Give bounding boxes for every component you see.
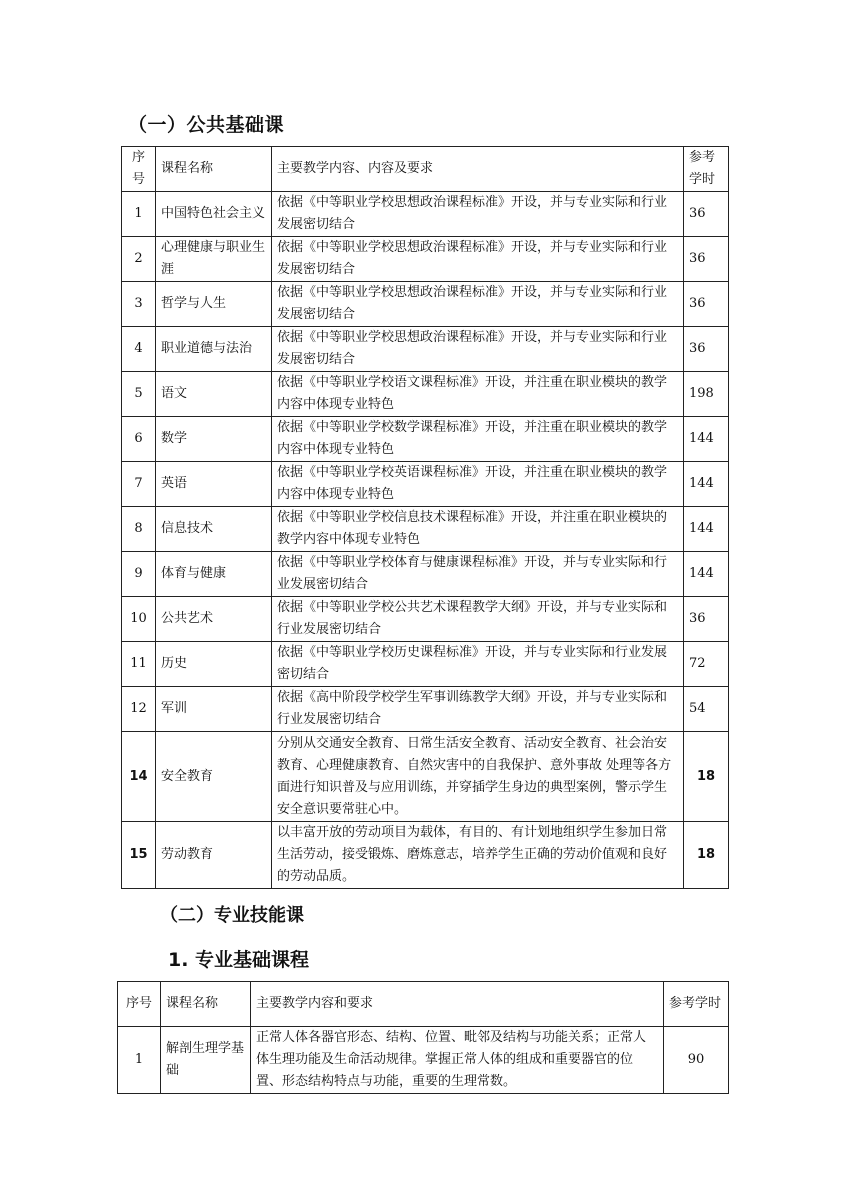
table-row: [122, 462, 729, 507]
cell-content: 依据《高中阶段学校学生军事训练教学大纲》开设，并与专业实际和行业发展密切结合: [272, 687, 684, 732]
cell-course-name: 解剖生理学基础: [161, 1027, 251, 1094]
cell-no: 5: [122, 372, 156, 417]
cell-hours: 36: [684, 192, 729, 237]
cell-no: 7: [122, 462, 156, 507]
cell-hours: 54: [684, 687, 729, 732]
cell-course-name: 职业道德与法治: [156, 327, 272, 372]
cell-hours: 72: [684, 642, 729, 687]
cell-no: 11: [122, 642, 156, 687]
header-no: 序号: [122, 147, 156, 192]
section-title-professional-basics: 1. 专业基础课程: [168, 949, 310, 971]
table-header-row: [122, 147, 729, 192]
header-no: 序号: [118, 982, 161, 1027]
cell-content: 依据《中等职业学校数学课程标准》开设，并注重在职业模块的教学内容中体现专业特色: [272, 417, 684, 462]
table-row: [122, 732, 729, 822]
header-content: 主要教学内容、内容及要求: [272, 147, 684, 192]
table-row: [122, 237, 729, 282]
cell-hours: 144: [684, 462, 729, 507]
header-course-name: 课程名称: [156, 147, 272, 192]
table-row: [122, 507, 729, 552]
table-row: [122, 417, 729, 462]
cell-no: 15: [122, 822, 156, 889]
cell-no: 6: [122, 417, 156, 462]
table-header-row: [118, 982, 729, 1027]
cell-course-name: 语文: [156, 372, 272, 417]
cell-no: 10: [122, 597, 156, 642]
cell-course-name: 信息技术: [156, 507, 272, 552]
table-row: [122, 597, 729, 642]
cell-no: 14: [122, 732, 156, 822]
cell-content: 依据《中等职业学校历史课程标准》开设，并与专业实际和行业发展密切结合: [272, 642, 684, 687]
cell-hours: 36: [684, 597, 729, 642]
cell-course-name: 英语: [156, 462, 272, 507]
cell-hours: 36: [684, 237, 729, 282]
cell-hours: 36: [684, 282, 729, 327]
cell-no: 1: [122, 192, 156, 237]
cell-course-name: 历史: [156, 642, 272, 687]
cell-content: 分别从交通安全教育、日常生活安全教育、活动安全教育、社会治安教育、心理健康教育、自然灾害中的自我保护、意外事故 处理等各方面进行知识普及与应用训练，并穿插学生身边的典型案例，警示学生安全意识要常驻心中。: [272, 732, 684, 822]
cell-no: 3: [122, 282, 156, 327]
table-row: [122, 642, 729, 687]
cell-hours: 144: [684, 417, 729, 462]
table-row: [122, 372, 729, 417]
table-row: [122, 687, 729, 732]
section-title-professional-skills: （二）专业技能课: [160, 905, 304, 926]
table-row: [122, 552, 729, 597]
cell-course-name: 劳动教育: [156, 822, 272, 889]
cell-content: 依据《中等职业学校思想政治课程标准》开设，并与专业实际和行业发展密切结合: [272, 237, 684, 282]
cell-content: 依据《中等职业学校体育与健康课程标准》开设，并与专业实际和行业发展密切结合: [272, 552, 684, 597]
table-row: [122, 327, 729, 372]
cell-no: 8: [122, 507, 156, 552]
cell-content: 依据《中等职业学校思想政治课程标准》开设，并与专业实际和行业发展密切结合: [272, 327, 684, 372]
cell-content: 正常人体各器官形态、结构、位置、毗邻及结构与功能关系；正常人体生理功能及生命活动规律。掌握正常人体的组成和重要器官的位置、形态结构特点与功能，重要的生理常数。: [251, 1027, 664, 1094]
professional-basics-table: [117, 981, 729, 1094]
cell-no: 1: [118, 1027, 161, 1094]
cell-course-name: 心理健康与职业生涯: [156, 237, 272, 282]
header-hours: 参考学时: [664, 982, 729, 1027]
cell-content: 依据《中等职业学校思想政治课程标准》开设，并与专业实际和行业发展密切结合: [272, 192, 684, 237]
cell-content: 依据《中等职业学校信息技术课程标准》开设，并注重在职业模块的教学内容中体现专业特色: [272, 507, 684, 552]
cell-hours: 144: [684, 507, 729, 552]
cell-hours: 36: [684, 327, 729, 372]
section-title-public-courses: （一）公共基础课: [128, 114, 285, 136]
header-content: 主要教学内容和要求: [251, 982, 664, 1027]
cell-course-name: 公共艺术: [156, 597, 272, 642]
cell-course-name: 军训: [156, 687, 272, 732]
cell-content: 以丰富开放的劳动项目为载体，有目的、有计划地组织学生参加日常生活劳动，接受锻炼、磨炼意志，培养学生正确的劳动价值观和良好的劳动品质。: [272, 822, 684, 889]
cell-course-name: 体育与健康: [156, 552, 272, 597]
cell-hours: 198: [684, 372, 729, 417]
table-row: [122, 282, 729, 327]
header-course-name: 课程名称: [161, 982, 251, 1027]
cell-course-name: 数学: [156, 417, 272, 462]
cell-no: 4: [122, 327, 156, 372]
cell-course-name: 安全教育: [156, 732, 272, 822]
cell-hours: 18: [684, 732, 729, 822]
cell-course-name: 中国特色社会主义: [156, 192, 272, 237]
public-courses-table: [121, 146, 729, 889]
cell-content: 依据《中等职业学校思想政治课程标准》开设，并与专业实际和行业发展密切结合: [272, 282, 684, 327]
cell-content: 依据《中等职业学校英语课程标准》开设，并注重在职业模块的教学内容中体现专业特色: [272, 462, 684, 507]
cell-course-name: 哲学与人生: [156, 282, 272, 327]
table-row: [118, 1027, 729, 1094]
header-hours: 参考学时: [684, 147, 729, 192]
cell-content: 依据《中等职业学校公共艺术课程教学大纲》开设，并与专业实际和行业发展密切结合: [272, 597, 684, 642]
cell-hours: 90: [664, 1027, 729, 1094]
cell-content: 依据《中等职业学校语文课程标准》开设，并注重在职业模块的教学内容中体现专业特色: [272, 372, 684, 417]
table-row: [122, 192, 729, 237]
cell-hours: 144: [684, 552, 729, 597]
cell-no: 9: [122, 552, 156, 597]
cell-no: 12: [122, 687, 156, 732]
table-row: [122, 822, 729, 889]
cell-hours: 18: [684, 822, 729, 889]
cell-no: 2: [122, 237, 156, 282]
